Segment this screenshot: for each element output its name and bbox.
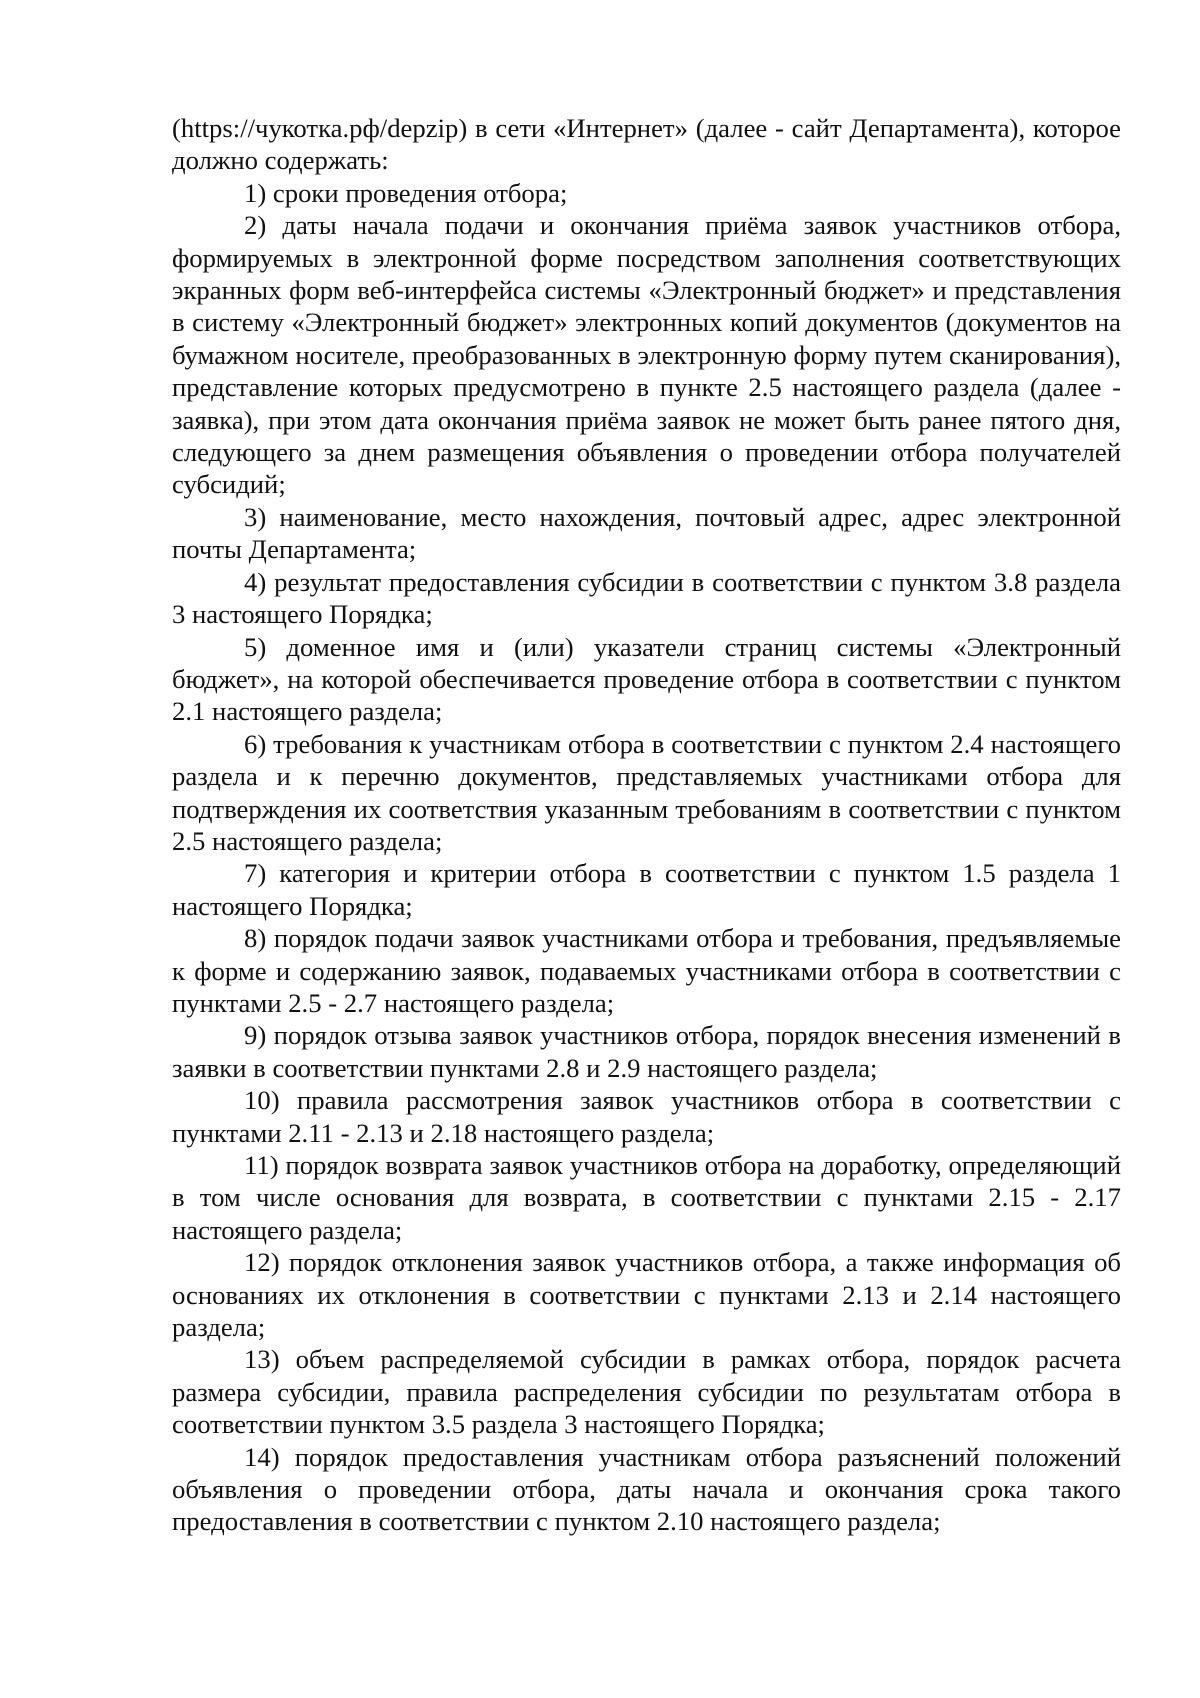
list-item-6: 6) требования к участникам отбора в соответствии с пунктом 2.4 настоящего раздела и к перечню документов, представляемых участниками отбора для подтверждения их соответствия указанным требованиям в соответствии с пунктом 2.5 настоящего раздела; bbox=[172, 728, 1121, 856]
list-item-7: 7) категория и критерии отбора в соответствии с пунктом 1.5 раздела 1 настоящего Порядка; bbox=[172, 858, 1121, 921]
list-item-2: 2) даты начала подачи и окончания приёма заявок участников отбора, формируемых в электронной форме посредством заполнения соответствующих экранных форм веб-интерфейса системы «Электронный бюджет» и представления в систему «Электронный бюджет» электронных копий документов (документов на бумажном носителе, преобразованных в электронную форму путем сканирования), представление которых предусмотрено в пункте 2.5 настоящего раздела (далее - заявка), при этом дата окончания приёма заявок не может быть ранее пятого дня, следующего за днем размещения объявления о проведении отбора получателей субсидий; bbox=[172, 210, 1121, 500]
list-item-12: 12) порядок отклонения заявок участников отбора, а также информация об основаниях их отклонения в соответствии с пунктами 2.13 и 2.14 настоящего раздела; bbox=[172, 1247, 1121, 1343]
list-item-9: 9) порядок отзыва заявок участников отбора, порядок внесения изменений в заявки в соответствии пунктами 2.8 и 2.9 настоящего раздела; bbox=[172, 1020, 1121, 1083]
paragraph-continuation: (https://чукотка.рф/depzip) в сети «Интернет» (далее - сайт Департамента), которое должно содержать: bbox=[172, 113, 1121, 176]
list-item-8: 8) порядок подачи заявок участниками отбора и требования, предъявляемые к форме и содержанию заявок, подаваемых участниками отбора в соответствии с пунктами 2.5 - 2.7 настоящего раздела; bbox=[172, 923, 1121, 1018]
list-item-4: 4) результат предоставления субсидии в соответствии с пунктом 3.8 раздела 3 настоящего Порядка; bbox=[172, 566, 1121, 630]
list-item-5: 5) доменное имя и (или) указатели страниц системы «Электронный бюджет», на которой обеспечивается проведение отбора в соответствии с пунктом 2.1 настоящего раздела; bbox=[172, 631, 1121, 727]
list-item-13: 13) объем распределяемой субсидии в рамках отбора, порядок расчета размера субсидии, правила распределения субсидии по результатам отбора в соответствии пунктом 3.5 раздела 3 настоящего Порядка; bbox=[172, 1344, 1121, 1440]
list-item-11: 11) порядок возврата заявок участников отбора на доработку, определяющий в том числе основания для возврата, в соответствии с пунктами 2.15 - 2.17 настоящего раздела; bbox=[172, 1150, 1121, 1245]
list-item-10: 10) правила рассмотрения заявок участников отбора в соответствии с пунктами 2.11 - 2.13 и 2.18 настоящего раздела; bbox=[172, 1085, 1121, 1148]
list-item-1: 1) сроки проведения отбора; bbox=[244, 177, 568, 208]
list-item-3: 3) наименование, место нахождения, почтовый адрес, адрес электронной почты Департамента; bbox=[172, 501, 1121, 565]
document-body bbox=[172, 112, 1121, 1538]
list-item-14: 14) порядок предоставления участникам отбора разъяснений положений объявления о проведении отбора, даты начала и окончания срока такого предоставления в соответствии с пунктом 2.10 настоящего раздела; bbox=[172, 1441, 1121, 1537]
